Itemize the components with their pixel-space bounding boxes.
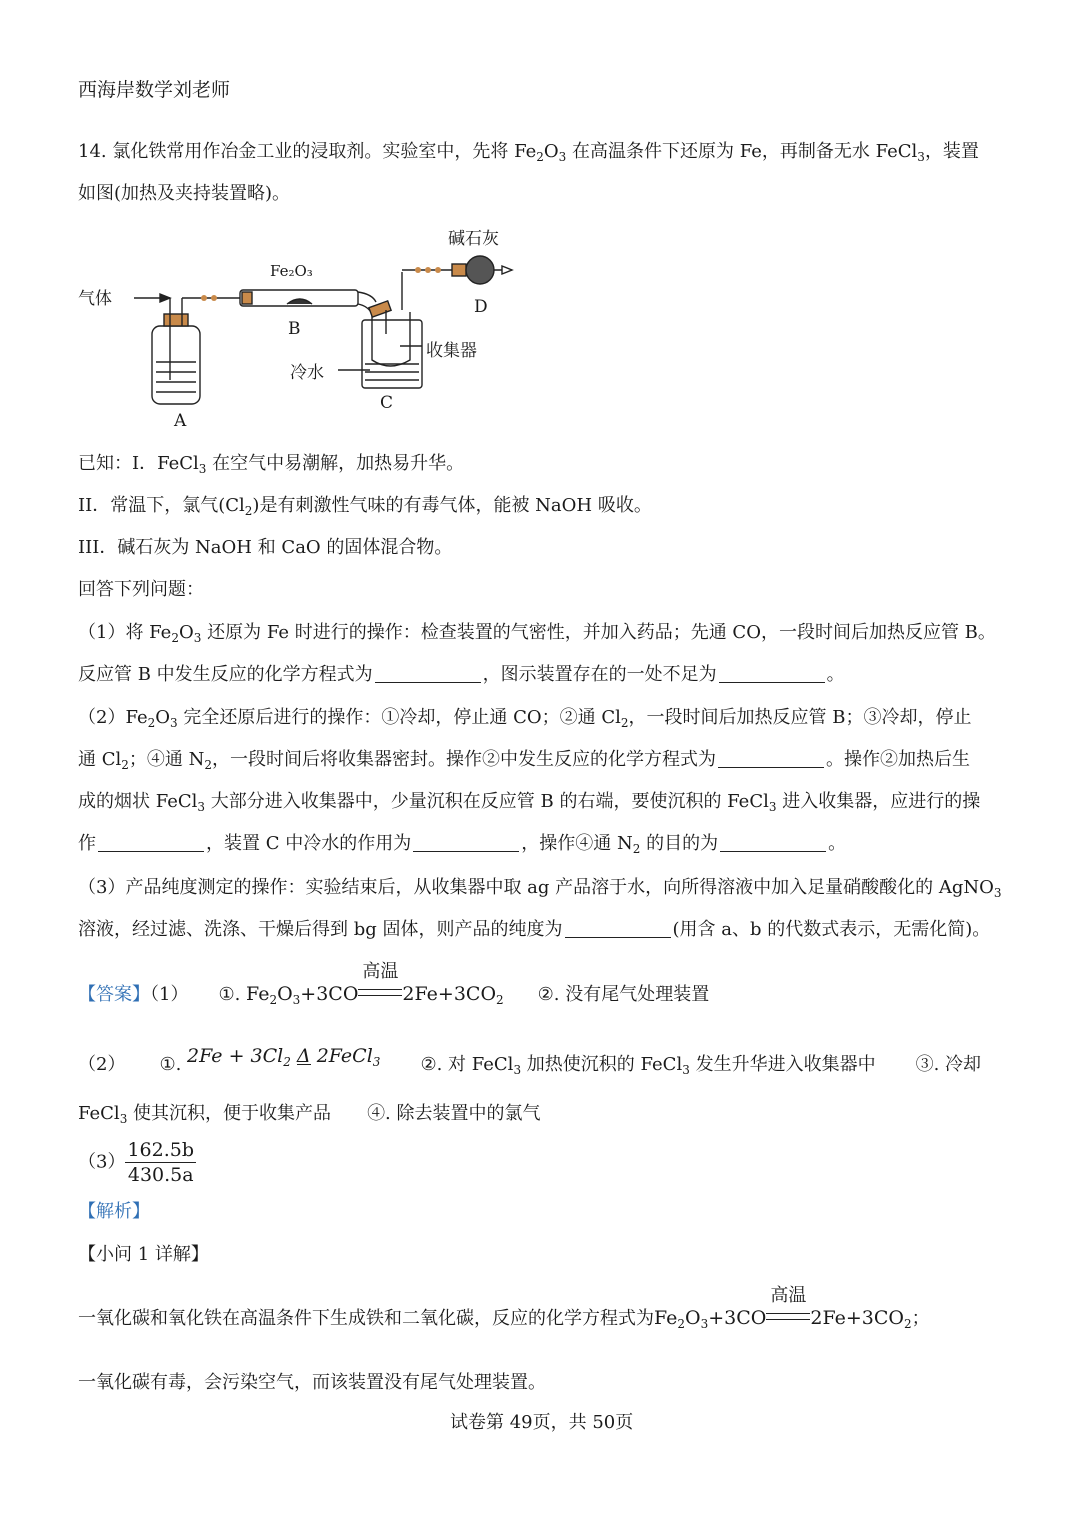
purity-fraction: $\frac{162.5b}{430.5a}$ [127, 1139, 195, 1186]
label-collector: 收集器 [426, 341, 477, 361]
reaction-condition: 高温 [766, 1306, 810, 1330]
answer-line-4: （3） $\frac{162.5b}{430.5a}$ [78, 1139, 195, 1186]
analysis-tag: 【解析】 [78, 1201, 150, 1222]
answer-blank[interactable] [98, 833, 204, 852]
q1-line-2: 反应管 B 中发生反应的化学方程式为 ，图示装置存在的一处不足为 。 [78, 664, 845, 685]
q2-line-3: 成的烟状 FeCl$_3$ 大部分进入收集器中，少量沉积在反应管 B 的右端，要使沉积的 FeCl$_3$ 进入收集器，应进行的操 [78, 791, 981, 814]
answer-blank[interactable] [375, 664, 481, 683]
answer-line-1: 【答案】（1） ①. $Fe_2O_3+3CO$ 高温 $2Fe+3CO_2$ ②. 没有尾气处理装置 [78, 961, 710, 1007]
answer-line-2: （2） ①. $2Fe + 3Cl_2$ Δ 2FeCl$_3$ ②. 对 FeCl$_3$ 加热使沉积的 FeCl$_3$ 发生升华进入收集器中 ③. 冷却 [78, 1045, 982, 1077]
answer-blank[interactable] [413, 833, 519, 852]
q3-line-1: （3）产品纯度测定的操作：实验结束后，从收集器中取 ag 产品溶于水，向所得溶液中加入足量硝酸酸化的 AgNO$_3$ [78, 877, 1002, 900]
question-line-1: 14. 氯化铁常用作冶金工业的浸取剂。实验室中，先将 $Fe_2O_3$ 在高温条件下还原为 Fe，再制备无水 FeCl$_3$，装置 [78, 141, 979, 164]
label-lime: 碱石灰 [448, 229, 499, 249]
answer-tag: 【答案】 [78, 984, 150, 1005]
prompt: 回答下列问题： [78, 579, 204, 600]
q3-line-2: 溶液，经过滤、洗涤、干燥后得到 bg 固体，则产品的纯度为 (用含 a、b 的代数式表示，无需化简)。 [78, 919, 991, 940]
apparatus-diagram [72, 222, 532, 434]
label-gas: 气体 [78, 289, 112, 309]
known-2: II．常温下，氯气$(Cl_2)$是有刺激性气味的有毒气体，能被 NaOH 吸收。 [78, 495, 652, 518]
label-b: B [288, 319, 301, 339]
reaction-condition: 高温 [358, 982, 402, 1006]
q2-line-1: $(2)Fe_2O_3$ 完全还原后进行的操作：①冷却，停止通 CO；②通 $Cl_2$，一段时间后加热反应管 B；③冷却，停止 [78, 707, 972, 730]
analysis-line-1: 一氧化碳和氧化铁在高温条件下生成铁和二氧化碳，反应的化学方程式为$Fe_2O_3+3CO$ 高温 $2Fe+3CO_2$； [78, 1285, 930, 1331]
answer-blank[interactable] [719, 664, 825, 683]
label-coldwater: 冷水 [290, 363, 324, 383]
analysis-line-2: 一氧化碳有毒，会污染空气，而该装置没有尾气处理装置。 [78, 1372, 546, 1393]
answer-line-3: FeCl$_3$ 使其沉积，便于收集产品 ④. 除去装置中的氯气 [78, 1103, 541, 1126]
answer-blank[interactable] [720, 833, 826, 852]
answer-blank[interactable] [718, 749, 824, 768]
answer-blank[interactable] [565, 919, 671, 938]
known-3: III．碱石灰为 NaOH 和 CaO 的固体混合物。 [78, 537, 453, 558]
question-line-2: 如图(加热及夹持装置略)。 [78, 183, 291, 204]
q1-line-1: （1）将 $Fe_2O_3$ 还原为 Fe 时进行的操作：检查装置的气密性，并加入药品；先通 CO，一段时间后加热反应管 B。 [78, 622, 996, 645]
known-1: 已知：I．FeCl$_3$ 在空气中易潮解，加热易升华。 [78, 453, 465, 476]
page-footer: 试卷第 49页，共 50页 [450, 1412, 634, 1433]
analysis-sub1: 【小问 1 详解】 [78, 1244, 209, 1265]
label-fe2o3: Fe₂O₃ [270, 262, 313, 280]
q2-line-4: 作 ，装置 C 中冷水的作用为 ，操作④通 $N_2$ 的目的为 。 [78, 833, 847, 856]
q2-line-2: 通 $Cl_2$；④通 $N_2$，一段时间后将收集器密封。操作②中发生反应的化学方程式为 。操作②加热后生 [78, 749, 971, 772]
label-a: A [174, 411, 187, 431]
header-author: 西海岸数学刘老师 [78, 79, 231, 101]
label-d: D [474, 297, 488, 317]
label-c: C [380, 393, 394, 413]
